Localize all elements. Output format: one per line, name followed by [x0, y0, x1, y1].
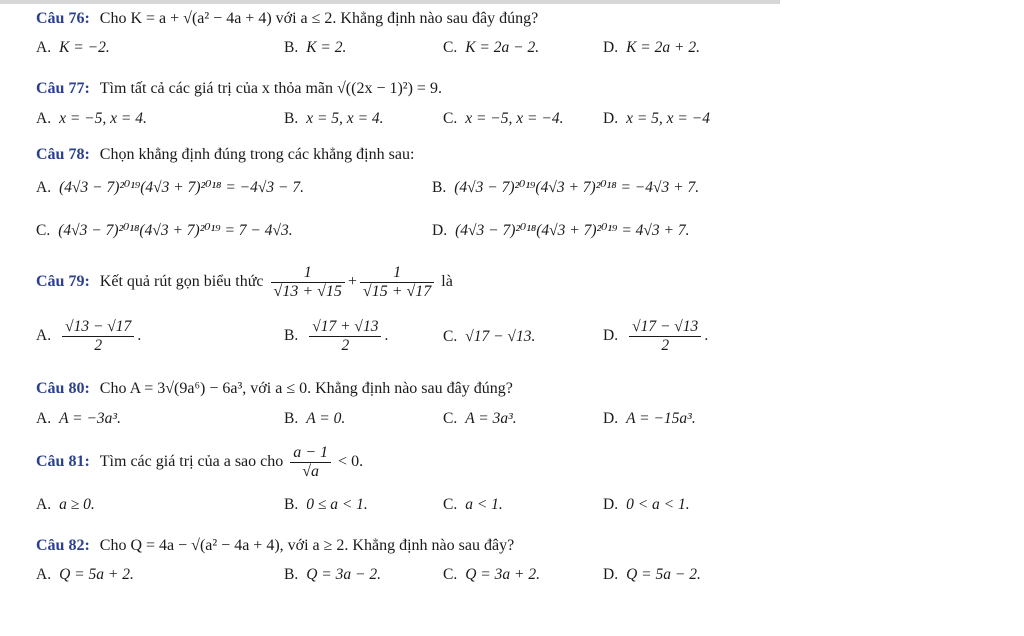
- option-text: a ≥ 0.: [59, 496, 95, 513]
- top-divider: [0, 0, 780, 4]
- numerator: a − 1: [290, 444, 331, 463]
- option-letter: C.: [443, 39, 458, 56]
- question-80-stem: [36, 380, 513, 398]
- question-76-options: [0, 39, 1024, 61]
- option-fraction: [62, 318, 134, 355]
- option-b: [432, 178, 699, 197]
- question-82-options: [0, 566, 1024, 588]
- option-letter: C.: [443, 110, 458, 127]
- question-text: Cho Q = 4a − √(a² − 4a + 4), với a ≥ 2. Khẳng định nào sau đây?: [99, 537, 515, 554]
- question-81-stem: [36, 444, 363, 481]
- numerator: 1: [360, 264, 434, 283]
- option-a: [36, 410, 121, 428]
- question-text: Chọn khẳng định đúng trong các khẳng định sau:: [99, 146, 415, 163]
- option-text: (4√3 − 7)²⁰¹⁹(4√3 + 7)²⁰¹⁸ = −4√3 − 7.: [59, 179, 304, 196]
- option-a: [36, 566, 134, 584]
- question-label: Câu 81:: [36, 453, 90, 471]
- option-letter: D.: [603, 327, 619, 345]
- option-d: [603, 39, 700, 57]
- option-letter: A.: [36, 179, 52, 196]
- option-a: [36, 110, 147, 128]
- option-fraction: [629, 318, 701, 355]
- denominator: √15 + √17: [362, 283, 432, 300]
- option-letter: B.: [284, 39, 299, 56]
- question-81-options: [0, 496, 1024, 518]
- question-80-options: [0, 410, 1024, 432]
- option-text: A = −3a³.: [59, 410, 121, 427]
- option-a: [36, 318, 141, 355]
- numerator: √13 − √17: [62, 318, 134, 337]
- option-d: [603, 566, 701, 584]
- question-79-stem: Câu 79: Kết quả rút gọn biểu thức $\frac{1}{√13 + √15}$ + $\frac{1}{√15 + √17}$ là: [36, 264, 453, 300]
- question-tail: là: [441, 273, 453, 291]
- option-b: [284, 566, 381, 584]
- option-text: K = 2.: [306, 39, 347, 56]
- option-c: [443, 110, 563, 128]
- option-text: (4√3 − 7)²⁰¹⁸(4√3 + 7)²⁰¹⁹ = 7 − 4√3.: [58, 222, 293, 239]
- fraction: [290, 444, 331, 481]
- option-d: [603, 318, 708, 355]
- denominator: 2: [661, 337, 670, 354]
- question-76-stem: [36, 10, 538, 28]
- option-letter: C.: [443, 566, 458, 583]
- denominator: 2: [94, 337, 103, 354]
- option-d: [603, 110, 710, 128]
- option-a: [36, 178, 304, 197]
- option-d: [603, 410, 696, 428]
- question-label: Câu 77:: [36, 80, 90, 97]
- option-letter: A.: [36, 496, 52, 513]
- option-letter: A.: [36, 410, 52, 427]
- option-text: x = −5, x = −4.: [465, 110, 564, 127]
- option-text: x = 5, x = 4.: [306, 110, 384, 127]
- question-text: Kết quả rút gọn biểu thức: [99, 273, 264, 291]
- option-fraction: [309, 318, 381, 355]
- option-text: K = 2a − 2.: [465, 39, 540, 56]
- question-label: Câu 76:: [36, 10, 90, 27]
- option-c: [36, 221, 293, 240]
- question-text: Tìm tất cả các giá trị của x thỏa mãn √((2x − 1)²) = 9.: [99, 80, 442, 97]
- option-text: x = 5, x = −4: [626, 110, 710, 127]
- denominator: √13 + √15: [273, 283, 342, 300]
- question-text: Cho K = a + √(a² − 4a + 4) với a ≤ 2. Khẳng định nào sau đây đúng?: [99, 10, 539, 27]
- numerator: √17 − √13: [629, 318, 701, 337]
- question-79-options: [0, 318, 1024, 354]
- option-text: Q = 5a + 2.: [59, 566, 134, 583]
- option-b: [284, 496, 368, 514]
- option-tail: .: [704, 327, 709, 345]
- option-b: [284, 39, 346, 57]
- question-78-options-row1: [0, 178, 1024, 200]
- denominator: 2: [341, 337, 350, 354]
- option-a: [36, 39, 110, 57]
- question-text: Cho A = 3√(9a⁶) − 6a³, với a ≤ 0. Khẳng định nào sau đây đúng?: [99, 380, 513, 397]
- option-d: [603, 496, 690, 514]
- question-78-stem: [36, 146, 414, 164]
- option-text: 0 < a < 1.: [626, 496, 690, 513]
- option-letter: B.: [432, 179, 447, 196]
- option-c: [443, 39, 539, 57]
- question-label: Câu 78:: [36, 146, 90, 163]
- option-a: [36, 496, 95, 514]
- fraction-2: [360, 264, 434, 301]
- option-letter: B.: [284, 496, 299, 513]
- numerator: 1: [271, 264, 345, 283]
- question-82-stem: [36, 537, 514, 555]
- numerator: √17 + √13: [309, 318, 381, 337]
- option-text: (4√3 − 7)²⁰¹⁹(4√3 + 7)²⁰¹⁸ = −4√3 + 7.: [454, 179, 700, 196]
- option-b: [284, 410, 345, 428]
- option-text: K = −2.: [59, 39, 110, 56]
- option-text: 0 ≤ a < 1.: [306, 496, 368, 513]
- option-letter: B.: [284, 327, 299, 345]
- option-letter: B.: [284, 566, 299, 583]
- question-tail: < 0.: [338, 453, 364, 471]
- question-77-options: [0, 110, 1024, 132]
- option-letter: C.: [36, 222, 51, 239]
- option-tail: .: [137, 327, 142, 345]
- option-text: Q = 3a − 2.: [306, 566, 381, 583]
- option-letter: A.: [36, 110, 52, 127]
- option-text: x = −5, x = 4.: [59, 110, 147, 127]
- option-tail: .: [384, 327, 389, 345]
- option-letter: B.: [284, 410, 299, 427]
- option-letter: A.: [36, 327, 52, 345]
- option-c: [443, 566, 540, 584]
- question-text: Tìm các giá trị của a sao cho: [99, 453, 284, 471]
- question-78-options-row2: [0, 221, 1024, 243]
- option-text: K = 2a + 2.: [626, 39, 700, 56]
- option-letter: C.: [443, 496, 458, 513]
- option-letter: C.: [443, 410, 458, 427]
- option-letter: D.: [603, 566, 619, 583]
- option-c: [443, 496, 503, 514]
- option-letter: B.: [284, 110, 299, 127]
- option-b: [284, 318, 388, 355]
- option-c: [443, 410, 517, 428]
- option-text: a < 1.: [465, 496, 503, 513]
- denominator: √a: [302, 463, 320, 480]
- option-letter: A.: [36, 566, 52, 583]
- fraction-1: [271, 264, 345, 301]
- option-letter: D.: [432, 222, 448, 239]
- option-letter: D.: [603, 110, 619, 127]
- option-b: [284, 110, 384, 128]
- option-text: (4√3 − 7)²⁰¹⁸(4√3 + 7)²⁰¹⁹ = 4√3 + 7.: [455, 222, 690, 239]
- option-letter: D.: [603, 39, 619, 56]
- option-text: Q = 3a + 2.: [465, 566, 540, 583]
- option-letter: A.: [36, 39, 52, 56]
- option-text: Q = 5a − 2.: [626, 566, 701, 583]
- option-text: A = 3a³.: [465, 410, 517, 427]
- question-77-stem: [36, 80, 442, 98]
- option-text: A = −15a³.: [626, 410, 696, 427]
- option-text: A = 0.: [306, 410, 346, 427]
- option-d: [432, 221, 690, 240]
- question-label: Câu 82:: [36, 537, 90, 554]
- option-text: √17 − √13.: [465, 328, 536, 345]
- option-c: [443, 328, 535, 346]
- option-letter: C.: [443, 328, 458, 345]
- option-letter: D.: [603, 496, 619, 513]
- option-letter: D.: [603, 410, 619, 427]
- question-label: Câu 79:: [36, 273, 90, 291]
- question-label: Câu 80:: [36, 380, 90, 397]
